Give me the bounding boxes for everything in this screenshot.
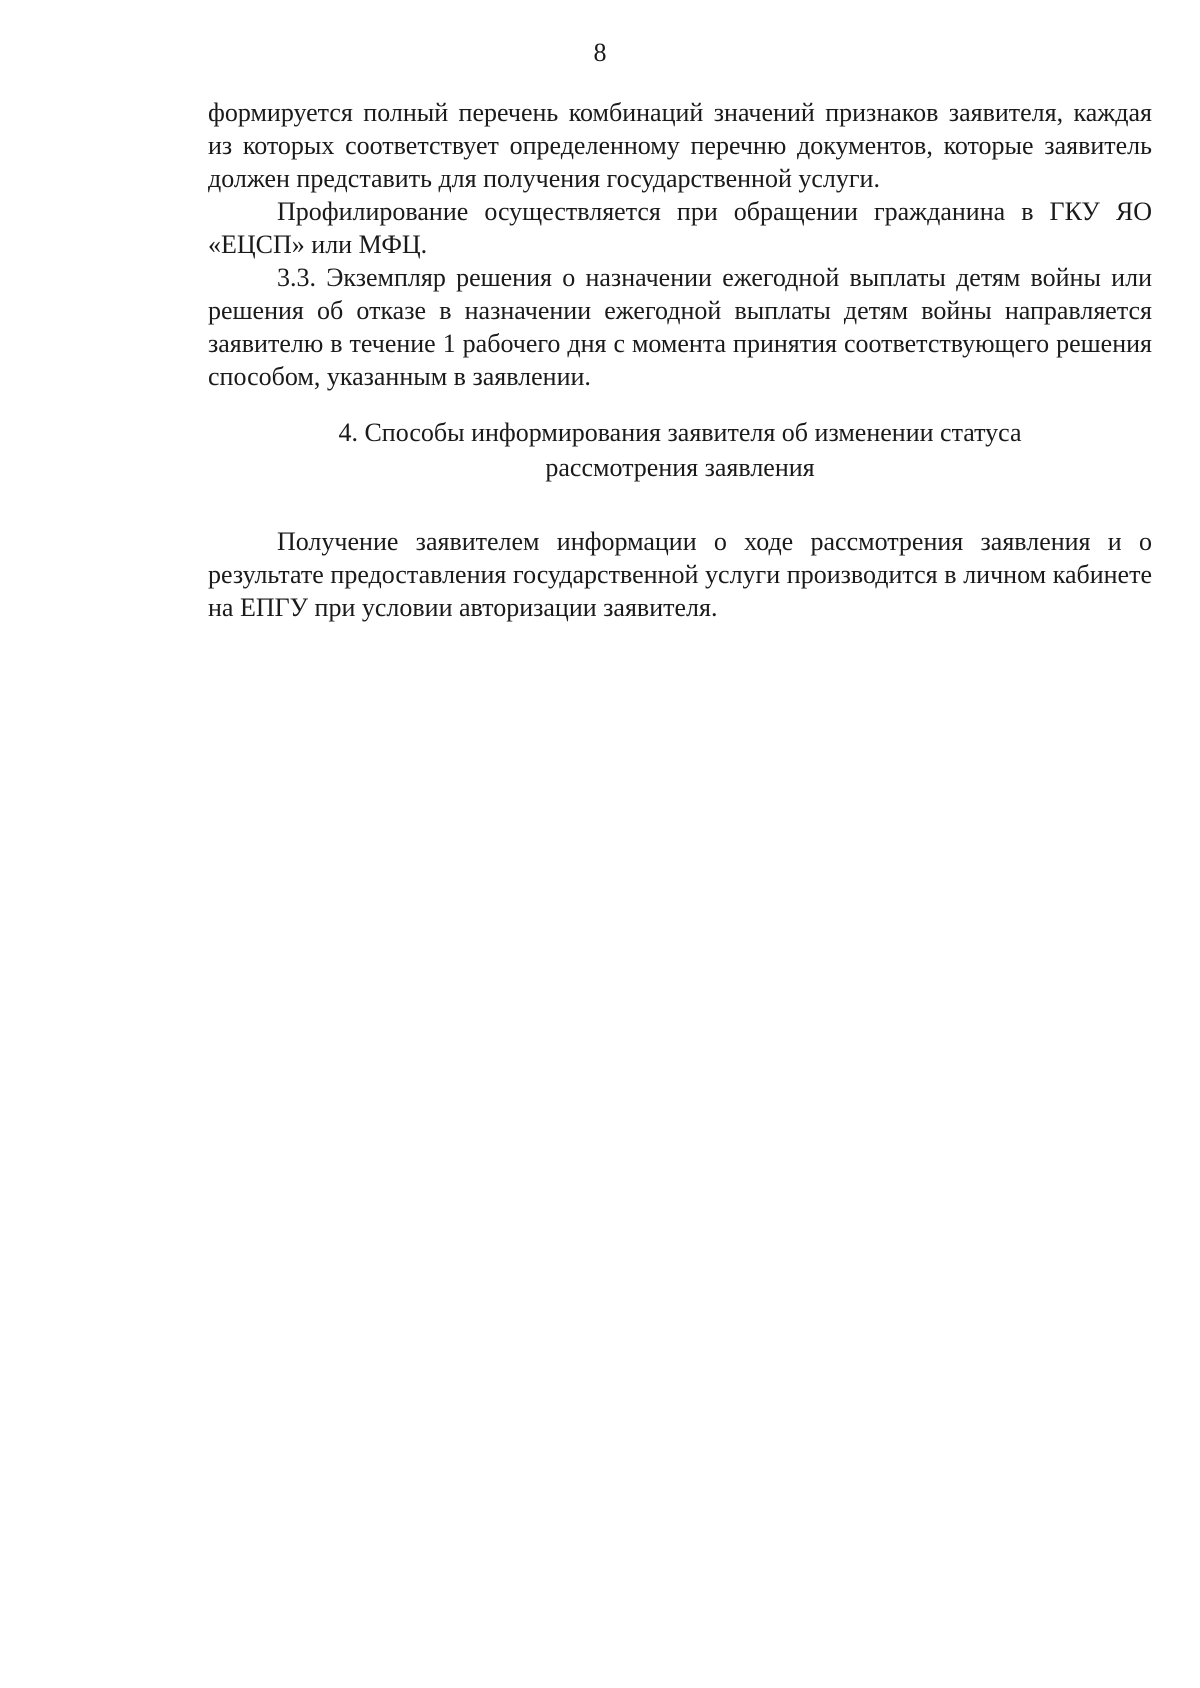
document-body	[208, 96, 1152, 624]
paragraph-profiling: Профилирование осуществляется при обращении гражданина в ГКУ ЯО «ЕЦСП» или МФЦ.	[208, 197, 1152, 259]
section-4-heading	[208, 415, 1152, 485]
paragraph-continuation: формируется полный перечень комбинаций значений признаков заявителя, каждая из которых соответствует определенному перечню документов, которые заявитель должен представить для получения государственной услуги.	[208, 98, 1152, 193]
section-4-heading-line-2: рассмотрения заявления	[545, 453, 815, 482]
section-4-heading-line-1: 4. Способы информирования заявителя об изменении статуса	[338, 418, 1022, 447]
paragraph-3-3: 3.3. Экземпляр решения о назначении ежегодной выплаты детям войны или решения об отказе в назначении ежегодной выплаты детям войны направляется заявителю в течение 1 рабочего дня с момента принятия соответствующего решения способом, указанным в заявлении.	[208, 263, 1152, 391]
page-number: 8	[593, 38, 607, 67]
section-4-paragraph: Получение заявителем информации о ходе рассмотрения заявления и о результате предоставления государственной услуги производится в личном кабинете на ЕПГУ при условии авторизации заявителя.	[208, 527, 1152, 622]
